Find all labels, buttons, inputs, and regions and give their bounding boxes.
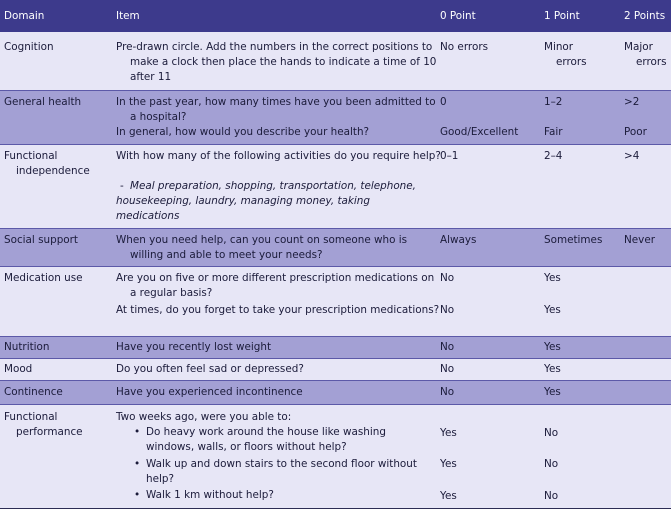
header-2-points: 2 Points (624, 10, 666, 22)
point-1-cell-1: 1–2 (544, 96, 563, 108)
domain-cell: Functional independence (4, 150, 90, 177)
point-1-cell: Yes (544, 386, 561, 398)
header-domain: Domain (4, 10, 45, 22)
point-0-cell: Always (440, 234, 477, 246)
table-row-functional-performance (0, 404, 671, 508)
point-1-cell-line1: Minor (544, 41, 574, 53)
point-1-cell-2: Yes (544, 304, 561, 316)
bullet-marker: • (134, 426, 141, 438)
bullet-item-1: Do heavy work around the house like washing windows, walls, or floors without help? (146, 426, 386, 453)
point-1-cell-1: No (544, 427, 559, 439)
point-0-cell: No errors (440, 41, 489, 53)
point-2-cell: Never (624, 234, 655, 246)
header-0-point: 0 Point (440, 10, 476, 22)
point-1-cell-3: No (544, 490, 559, 502)
point-2-cell-2: Poor (624, 126, 647, 138)
item-cell-2: At times, do you forget to take your prescription medications? (116, 304, 440, 316)
header-1-point: 1 Point (544, 10, 580, 22)
domain-cell: Cognition (4, 41, 54, 53)
item-cell-1: In the past year, how many times have you been admitted to a hospital? (116, 96, 436, 123)
point-1-cell-2: Fair (544, 126, 563, 138)
point-0-cell: No (440, 386, 455, 398)
domain-cell: Functional performance (4, 411, 83, 438)
table-header (0, 0, 671, 32)
point-0-cell: No (440, 363, 455, 375)
bullet-item-3: Walk 1 km without help? (146, 489, 274, 501)
point-0-cell: 0–1 (440, 150, 459, 162)
point-1-cell-2: No (544, 458, 559, 470)
table-row-general-health (0, 90, 671, 144)
item-cell: With how many of the following activities do you require help? (116, 150, 441, 162)
domain-cell: Medication use (4, 272, 83, 284)
bullet-marker: • (134, 458, 141, 470)
item-intro: Two weeks ago, were you able to: (116, 411, 292, 423)
table-row-medication-use (0, 266, 671, 336)
point-0-cell-3: Yes (440, 490, 457, 502)
domain-cell: Social support (4, 234, 79, 246)
table-row-continence (0, 380, 671, 404)
point-0-cell-2: Yes (440, 458, 457, 470)
point-1-cell: Yes (544, 363, 561, 375)
header-item: Item (116, 10, 140, 22)
domain-cell: Continence (4, 386, 63, 398)
domain-cell: General health (4, 96, 82, 108)
point-0-cell: No (440, 341, 455, 353)
point-0-cell-2: Good/Excellent (440, 126, 519, 138)
activities-list: Meal preparation, shopping, transportation, telephone, housekeeping, laundry, managing money, taking medications (116, 180, 416, 222)
point-0-cell-1: No (440, 272, 455, 284)
item-cell: Pre-drawn circle. Add the numbers in the correct positions to make a clock then place the hands to indicate a time of 10 after 11 (116, 41, 437, 83)
point-1-cell: Yes (544, 341, 561, 353)
point-2-cell-line1: Major (624, 41, 653, 53)
point-0-cell-1: Yes (440, 427, 457, 439)
bullet-list (116, 425, 428, 501)
table-row-social-support (0, 228, 671, 266)
item-cell: Do you often feel sad or depressed? (116, 363, 304, 375)
domain-cell: Nutrition (4, 341, 50, 353)
table-row-nutrition (0, 336, 671, 358)
point-2-cell-1: >2 (624, 96, 640, 108)
point-1-cell-line2: errors (556, 56, 587, 68)
table-row-cognition (0, 32, 671, 90)
point-1-cell: Sometimes (544, 234, 603, 246)
item-cell-2: In general, how would you describe your health? (116, 126, 370, 138)
point-2-cell: >4 (624, 150, 640, 162)
dash-marker: - (120, 180, 124, 192)
point-2-cell-line2: errors (636, 56, 667, 68)
item-cell: Have you recently lost weight (116, 341, 272, 353)
table-row-mood (0, 358, 671, 380)
table-row-functional-independence (0, 144, 671, 228)
point-1-cell: 2–4 (544, 150, 563, 162)
domain-cell: Mood (4, 363, 33, 375)
item-cell: When you need help, can you count on someone who is willing and able to meet your needs? (116, 234, 408, 261)
bullet-marker: • (134, 489, 141, 501)
point-0-cell-1: 0 (440, 96, 447, 108)
point-1-cell-1: Yes (544, 272, 561, 284)
item-cell-1: Are you on five or more different prescription medications on a regular basis? (116, 272, 435, 299)
item-cell: Have you experienced incontinence (116, 386, 303, 398)
point-0-cell-2: No (440, 304, 455, 316)
bullet-item-2: Walk up and down stairs to the second floor without help? (146, 458, 417, 485)
